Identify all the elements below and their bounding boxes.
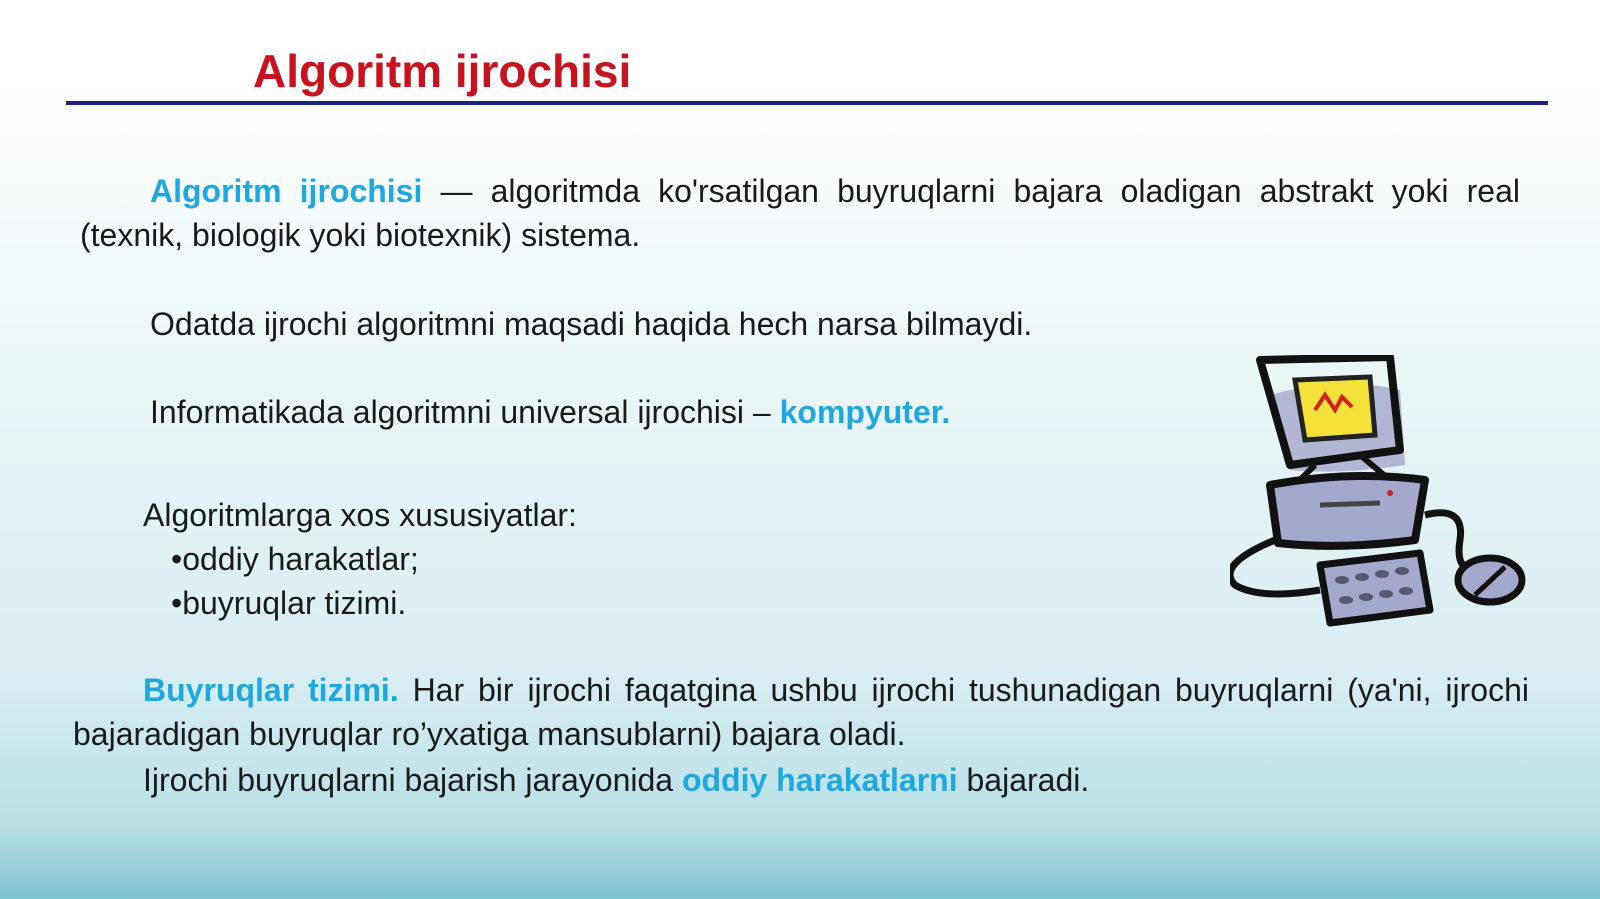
definition-paragraph — [80, 169, 1520, 257]
command-system-text: Har bir ijrochi faqatgina ushbu ijrochi tushunadigan buyruqlarni (ya'ni, ijrochi bajaradigan buyruqlar ro’yxatiga mansublarni) bajara oladi. — [73, 672, 1529, 752]
simple-actions-after: bajaradi. — [957, 762, 1090, 798]
property-item: •buyruqlar tizimi. — [171, 585, 407, 621]
executor-note: Odatda ijrochi algoritmni maqsadi haqida hech narsa bilmaydi. — [150, 306, 1033, 342]
simple-actions-before: Ijrochi buyruqlarni bajarish jarayonida — [143, 762, 682, 798]
simple-actions-highlight: oddiy harakatlarni — [681, 762, 958, 798]
title-underline — [66, 101, 1548, 105]
definition-text: — algoritmda ko'rsatilgan buyruqlarni bajara oladigan abstrakt yoki real (texnik, biologik yoki biotexnik) sistema. — [80, 173, 1521, 253]
slide-title: Algoritm ijrochisi — [253, 45, 632, 97]
properties-heading: Algoritmlarga xos xususiyatlar: — [143, 497, 577, 533]
simple-actions-paragraph — [143, 758, 1443, 802]
universal-executor-text: Informatikada algoritmni universal ijrochisi – — [150, 394, 780, 430]
definition-term: Algoritm ijrochisi — [150, 173, 423, 209]
command-system-term: Buyruqlar tizimi. — [143, 672, 399, 708]
properties-block — [143, 493, 1043, 625]
universal-executor-paragraph — [150, 390, 1250, 434]
computer-highlight: kompyuter. — [779, 394, 951, 430]
property-item: •oddiy harakatlar; — [171, 541, 419, 577]
command-system-paragraph — [73, 668, 1529, 756]
computer-clipart-icon — [1230, 355, 1540, 655]
